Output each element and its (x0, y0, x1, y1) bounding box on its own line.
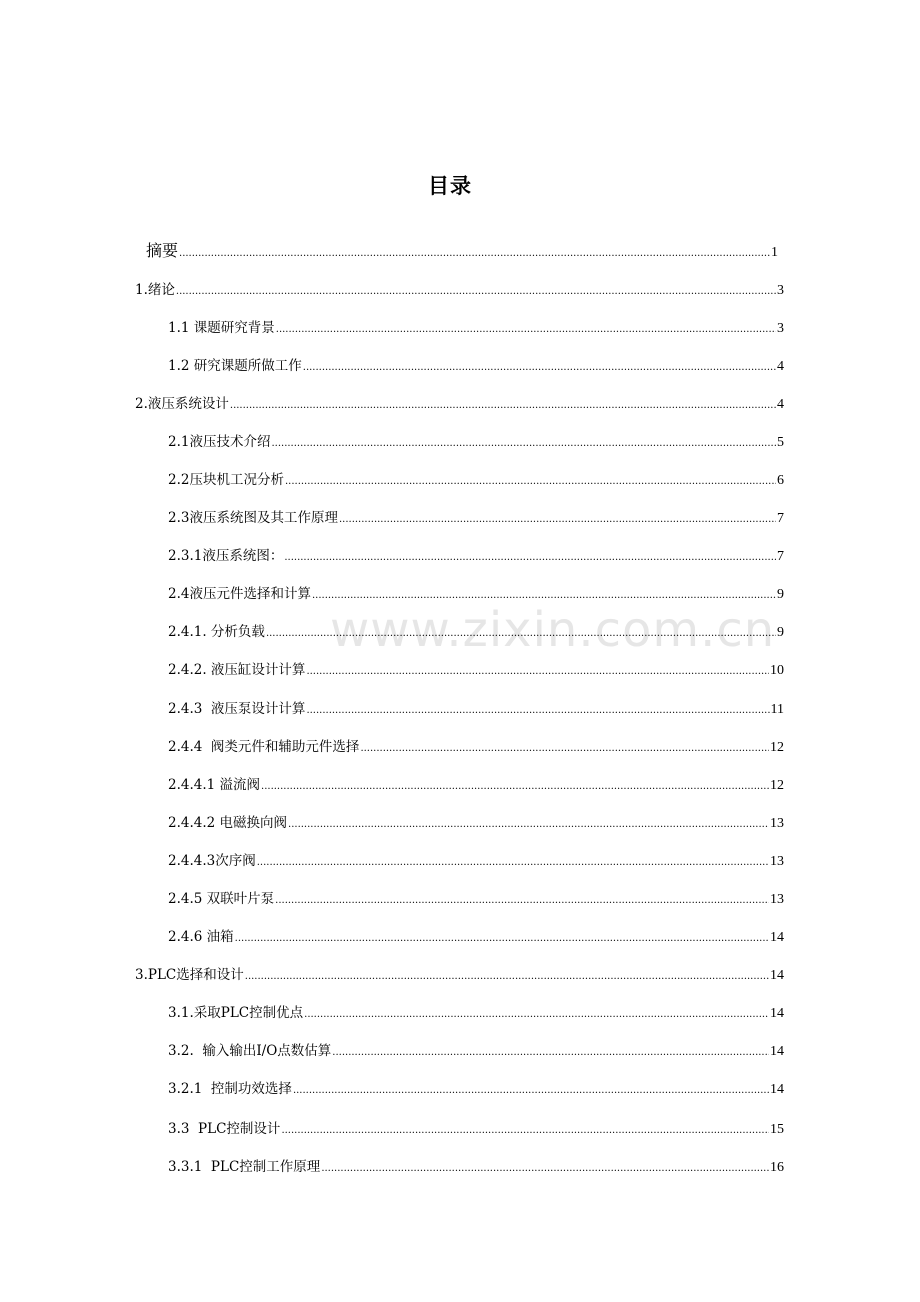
dot-leader (293, 1082, 769, 1100)
toc-entry-page: 13 (770, 816, 784, 831)
toc-entry-label: 2.3液压系统图及其工作原理 (168, 510, 338, 526)
toc-entry-label: 2.4.4.1 溢流阀 (168, 777, 261, 793)
toc-entry[interactable] (168, 623, 784, 643)
dot-leader (312, 587, 776, 605)
toc-entry-label: 2.4.4.2 电磁换向阀 (168, 815, 288, 831)
dot-leader (332, 1044, 769, 1062)
toc-entry-label: 3.1.采取PLC控制优点 (168, 1005, 304, 1021)
dot-leader (179, 245, 770, 263)
dot-leader (306, 663, 769, 681)
toc-entry-label: 1.2 研究课题所做工作 (168, 358, 302, 374)
toc-entry-page: 12 (770, 778, 784, 793)
dot-leader (230, 397, 776, 415)
toc-entry[interactable] (168, 1080, 784, 1100)
dot-leader (303, 359, 776, 377)
toc-entry-page: 13 (770, 892, 784, 907)
toc-entry[interactable] (168, 547, 784, 567)
toc-entry-page: 15 (770, 1122, 784, 1137)
dot-leader (285, 473, 776, 491)
dot-leader (284, 549, 776, 567)
toc-entry[interactable] (135, 281, 784, 301)
dot-leader (304, 1006, 769, 1024)
toc-entry-page: 14 (770, 1082, 784, 1097)
dot-leader (275, 892, 769, 910)
toc-entry-label: 2.2压块机工况分析 (168, 472, 284, 488)
dot-leader (306, 702, 769, 720)
toc-entry-page: 14 (770, 1006, 784, 1021)
dot-leader (288, 816, 769, 834)
toc-entry-page: 9 (777, 587, 784, 602)
toc-entry-label: 3.2.1 控制功效选择 (168, 1081, 292, 1097)
toc-entry[interactable] (168, 738, 784, 758)
toc-title: 目录 (428, 174, 472, 198)
toc-entry-page: 14 (770, 930, 784, 945)
toc-entry-label: 2.4.6 油箱 (168, 929, 234, 945)
toc-entry-label: 3.3.1 PLC控制工作原理 (168, 1159, 321, 1175)
toc-entry-label: 2.1液压技术介绍 (168, 434, 271, 450)
dot-leader (276, 321, 776, 339)
dot-leader (339, 511, 776, 529)
dot-leader (235, 930, 769, 948)
toc-entry[interactable] (168, 890, 784, 910)
toc-entry[interactable] (168, 509, 784, 529)
toc-entry[interactable] (168, 814, 784, 834)
toc-entry[interactable] (168, 1120, 784, 1140)
toc-entry-label: 2.4.2. 液压缸设计计算 (168, 662, 306, 678)
dot-leader (245, 968, 769, 986)
toc-entry-page: 4 (777, 359, 784, 374)
toc-entry[interactable] (168, 1004, 784, 1024)
toc-entry[interactable] (168, 319, 784, 339)
toc-entry-label: 2.4.1. 分析负载 (168, 624, 265, 640)
toc-entry-page: 6 (777, 473, 784, 488)
toc-entry-label: 2.液压系统设计 (135, 396, 229, 412)
toc-entry[interactable] (168, 700, 784, 720)
toc-entry-page: 14 (770, 968, 784, 983)
toc-entry[interactable] (168, 585, 784, 605)
toc-entry-page: 7 (777, 549, 784, 564)
toc-entry-label: 2.4.3 液压泵设计计算 (168, 701, 306, 717)
toc-entry[interactable] (168, 1042, 784, 1062)
dot-leader (281, 1122, 769, 1140)
toc-entry[interactable] (168, 661, 784, 681)
dot-leader (176, 283, 776, 301)
dot-leader (321, 1160, 769, 1178)
dot-leader (266, 625, 776, 643)
dot-leader (257, 854, 769, 872)
toc-entry-page: 4 (777, 397, 784, 412)
toc-entry[interactable] (168, 1158, 784, 1178)
toc-entry-label: 3.3 PLC控制设计 (168, 1121, 281, 1137)
watermark: www.zixin.com.cn (330, 602, 776, 658)
toc-entry-label: 2.4.5 双联叶片泵 (168, 891, 275, 907)
toc-entry-label: 摘要 (146, 241, 179, 260)
toc-entry-page: 11 (770, 702, 784, 717)
toc-entry-page: 10 (770, 663, 784, 678)
toc-entry-page: 1 (771, 245, 778, 260)
toc-entry-label: 3.PLC选择和设计 (135, 967, 244, 983)
toc-entry-page: 16 (770, 1160, 784, 1175)
toc-entry-page: 14 (770, 1044, 784, 1059)
toc-entry-label: 2.3.1液压系统图： (168, 548, 284, 564)
toc-entry-page: 3 (777, 283, 784, 298)
dot-leader (261, 778, 769, 796)
toc-entry-page: 12 (770, 740, 784, 755)
toc-entry-page: 3 (777, 321, 784, 336)
toc-entry[interactable] (168, 928, 784, 948)
toc-entry[interactable] (135, 395, 784, 415)
toc-entry[interactable] (146, 242, 778, 263)
toc-entry[interactable] (168, 776, 784, 796)
toc-entry-label: 2.4.4.3次序阀 (168, 853, 256, 869)
toc-entry-label: 3.2. 输入输出I/O点数估算 (168, 1043, 332, 1059)
toc-entry-label: 1.绪论 (135, 282, 175, 298)
toc-entry-page: 7 (777, 511, 784, 526)
toc-entry[interactable] (168, 852, 784, 872)
toc-entry-page: 5 (777, 435, 784, 450)
toc-entry-label: 1.1 课题研究背景 (168, 320, 275, 336)
toc-entry[interactable] (168, 433, 784, 453)
toc-entry-page: 13 (770, 854, 784, 869)
toc-entry-page: 9 (777, 625, 784, 640)
dot-leader (271, 435, 776, 453)
dot-leader (360, 740, 769, 758)
toc-entry-label: 2.4.4 阀类元件和辅助元件选择 (168, 739, 360, 755)
toc-entry-label: 2.4液压元件选择和计算 (168, 586, 311, 602)
toc-entry[interactable] (135, 966, 784, 986)
toc-entry[interactable] (168, 357, 784, 377)
toc-entry[interactable] (168, 471, 784, 491)
